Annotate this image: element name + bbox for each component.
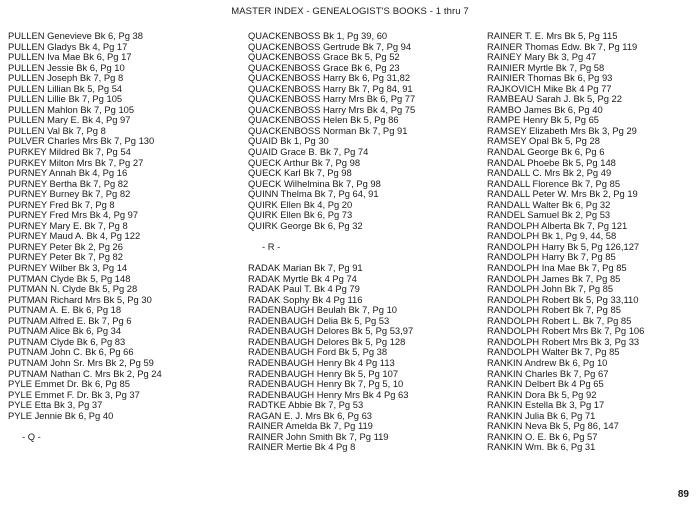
index-entry: QUINN Thelma Bk 7, Pg 64, 91 bbox=[248, 188, 379, 200]
index-entry: PULLEN Mahlon Bk 7, Pg 105 bbox=[8, 103, 135, 115]
index-entry: PURNEY Peter Bk 7, Pg 82 bbox=[8, 251, 123, 263]
index-entry: PURNEY Bertha Bk 7, Pg 82 bbox=[8, 177, 129, 189]
index-entry: QUACKENBOSS Harry Bk 7, Pg 84, 91 bbox=[248, 82, 413, 94]
index-entry: QUAID Grace B. Bk 7, Pg 74 bbox=[248, 146, 369, 158]
index-entry: RAINER Amelda Bk 7, Pg 119 bbox=[248, 420, 373, 432]
index-entry: PURNEY Mary E. Bk 7, Pg 8 bbox=[8, 219, 128, 231]
index-entry: RANDOLPH Robert Mrs Bk 7, Pg 106 bbox=[487, 325, 645, 337]
index-entry: PURKEY Milton Mrs Bk 7, Pg 27 bbox=[8, 156, 144, 168]
index-entry: PURNEY Annah Bk 4, Pg 16 bbox=[8, 167, 128, 179]
index-entry: RANDEL Samuel Bk 2, Pg 53 bbox=[487, 209, 611, 221]
index-entry: QUACKENBOSS Bk 1, Pg 39, 60 bbox=[248, 30, 388, 41]
index-entry: RADENBAUGH Henry Bk 7, Pg 5, 10 bbox=[248, 378, 404, 390]
index-entry: RANDOLPH Robert L. Bk 7, Pg 85 bbox=[487, 314, 632, 326]
index-entry: PUTNAM A. E. Bk 6, Pg 18 bbox=[8, 304, 122, 316]
index-entry: RADAK Myrtle Bk 4 Pg 74 bbox=[248, 272, 357, 284]
spacer bbox=[248, 231, 480, 242]
index-entry: RAINER T. E. Mrs Bk 5, Pg 115 bbox=[487, 30, 618, 41]
index-entry: QUACKENBOSS Gertrude Bk 7, Pg 94 bbox=[248, 40, 412, 52]
index-entry: RAMSEY Opal Bk 5, Pg 28 bbox=[487, 135, 600, 147]
index-entry: RAMSEY Elizabeth Mrs Bk 3, Pg 29 bbox=[487, 124, 637, 136]
section-marker-q: - Q - bbox=[22, 430, 41, 442]
index-entry: QUACKENBOSS Helen Bk 5, Pg 86 bbox=[248, 114, 399, 126]
index-entry: RADENBAUGH Henry Bk 4 Pg 113 bbox=[248, 356, 395, 368]
index-entry: RAMBO James Bk 6, Pg 40 bbox=[487, 103, 603, 115]
index-entry: QUACKENBOSS Grace Bk 5, Pg 52 bbox=[248, 51, 400, 63]
index-entry: QUIRK Ellen Bk 4, Pg 20 bbox=[248, 198, 353, 210]
index-entry: QUACKENBOSS Harry Bk 6, Pg 31,82 bbox=[248, 72, 411, 84]
index-entry: PYLE Emmet Dr. Bk 6, Pg 85 bbox=[8, 378, 130, 390]
index-entry: RANKIN O. E. Bk 6, Pg 57 bbox=[487, 430, 598, 442]
index-entry: RANDOLPH John Bk 7, Pg 85 bbox=[487, 283, 614, 295]
index-entry: RADENBAUGH Delores Bk 5, Pg 53,97 bbox=[248, 325, 414, 337]
index-entry: PUTNAM Alice Bk 6, Pg 34 bbox=[8, 325, 122, 337]
index-entry: PUTNAM Clyde Bk 6, Pg 83 bbox=[8, 335, 126, 347]
index-entry: RANKIN Dora Bk 5, Pg 92 bbox=[487, 388, 597, 400]
index-entry: PULVER Charles Mrs Bk 7, Pg 130 bbox=[8, 135, 155, 147]
index-entry: RANDOLPH James Bk 7, Pg 85 bbox=[487, 272, 621, 284]
index-entry: RAGAN E. J. Mrs Bk 6, Pg 63 bbox=[248, 409, 372, 421]
index-entry: RAMBEAU Sarah J. Bk 5, Pg 22 bbox=[487, 93, 622, 105]
index-entry: RANDOLPH Robert Bk 5, Pg 33,110 bbox=[487, 293, 639, 305]
index-entry: PURNEY Wilber Bk 3, Pg 14 bbox=[8, 262, 128, 274]
index-entry: RANDOLPH Harry Bk 5, Pg 126,127 bbox=[487, 240, 640, 252]
index-entry: RANDAL Phoebe Bk 5, Pg 148 bbox=[487, 156, 616, 168]
index-entry: RADAK Paul T. Bk 4 Pg 79 bbox=[248, 283, 360, 295]
index-entry: RANDALL C. Mrs Bk 2, Pg 49 bbox=[487, 167, 612, 179]
index-entry: PULLEN Mary E. Bk 4, Pg 97 bbox=[8, 114, 131, 126]
index-entry: RANDOLPH Robert Bk 7, Pg 85 bbox=[487, 304, 621, 316]
index-entry: QUAID Bk 1, Pg 30 bbox=[248, 135, 329, 147]
index-entry-list bbox=[487, 31, 697, 453]
index-entry: QUACKENBOSS Norman Bk 7, Pg 91 bbox=[248, 124, 408, 136]
index-entry: PUTMAN Clyde Bk 5, Pg 148 bbox=[8, 272, 131, 284]
index-entry: RANKIN Neva Bk 5, Pg 86, 147 bbox=[487, 420, 619, 432]
index-entry: RAJKOVICH Mike Bk 4 Pg 77 bbox=[487, 82, 612, 94]
index-entry: RANKIN Wm. Bk 6, Pg 31 bbox=[487, 441, 596, 453]
index-entry: QUACKENBOSS Harry Mrs Bk 4, Pg 75 bbox=[248, 103, 416, 115]
index-entry: QUACKENBOSS Harry Mrs Bk 6, Pg 77 bbox=[248, 93, 416, 105]
index-entry: PURNEY Maud A. Bk 4, Pg 122 bbox=[8, 230, 141, 242]
index-entry: RANDOLPH Alberta Bk 7, Pg 121 bbox=[487, 219, 628, 231]
index-entry: RANDOLPH Ina Mae Bk 7, Pg 85 bbox=[487, 262, 627, 274]
index-column-2 bbox=[248, 31, 480, 453]
index-entry: PUTMAN Richard Mrs Bk 5, Pg 30 bbox=[8, 293, 152, 305]
index-entry: PULLEN Joseph Bk 7, Pg 8 bbox=[8, 72, 124, 84]
index-entry: RANDOLPH Robert Mrs Bk 3, Pg 33 bbox=[487, 335, 640, 347]
index-entry: PYLE Etta Bk 3, Pg 37 bbox=[8, 399, 103, 411]
index-entry: RAINER John Smith Bk 7, Pg 119 bbox=[248, 430, 389, 442]
index-entry: RAINIER Myrtle Bk 7, Pg 58 bbox=[487, 61, 605, 73]
index-entry: RADENBAUGH Henry Bk 5, Pg 107 bbox=[248, 367, 399, 379]
index-entry: RANKIN Julia Bk 6, Pg 71 bbox=[487, 409, 596, 421]
index-entry: RAINER Thomas Edw. Bk 7, Pg 119 bbox=[487, 40, 638, 52]
index-entry: PUTNAM John C. Bk 6, Pg 66 bbox=[8, 346, 134, 358]
index-entry: PYLE Jennie Bk 6, Pg 40 bbox=[8, 409, 114, 421]
index-entry: RANDOLPH Harry Bk 7, Pg 85 bbox=[487, 251, 616, 263]
index-entry: PULLEN Lillie Bk 7, Pg 105 bbox=[8, 93, 123, 105]
page-title: MASTER INDEX - GENEALOGIST'S BOOKS - 1 thru 7 bbox=[231, 6, 469, 17]
index-entry: RANDALL Walter Bk 6, Pg 32 bbox=[487, 198, 611, 210]
index-entry-list bbox=[248, 263, 480, 453]
index-entry: PURNEY Peter Bk 2, Pg 26 bbox=[8, 240, 123, 252]
index-entry: PULLEN Gladys Bk 4, Pg 17 bbox=[8, 40, 128, 52]
index-entry: RADAK Marian Bk 7, Pg 91 bbox=[248, 262, 363, 274]
index-entry: RANDAL George Bk 6, Pg 6 bbox=[487, 146, 605, 158]
index-entry: PULLEN Iva Mae Bk 6, Pg 17 bbox=[8, 51, 132, 63]
index-entry: RADENBAUGH Delores Bk 5, Pg 128 bbox=[248, 335, 406, 347]
index-entry: PURNEY Fred Mrs Bk 4, Pg 97 bbox=[8, 209, 139, 221]
index-entry: RAINEY Mary Bk 3, Pg 47 bbox=[487, 51, 597, 63]
index-entry: RANDALL Peter W. Mrs Bk 2, Pg 19 bbox=[487, 188, 638, 200]
index-entry: RADTKE Abbie Bk 7, Pg 53 bbox=[248, 399, 364, 411]
index-entry: QUECK Wilhelmina Bk 7, Pg 98 bbox=[248, 177, 381, 189]
index-entry: RADAK Sophy Bk 4 Pg 116 bbox=[248, 293, 363, 305]
index-entry: RADENBAUGH Ford Bk 5, Pg 38 bbox=[248, 346, 388, 358]
index-entry: RANKIN Delbert Bk 4 Pg 65 bbox=[487, 378, 604, 390]
index-entry: PYLE Emmet F. Dr. Bk 3, Pg 37 bbox=[8, 388, 140, 400]
index-entry: PURKEY Mildred Bk 7, Pg 54 bbox=[8, 146, 131, 158]
index-entry: PUTNAM Nathan C. Mrs Bk 2, Pg 24 bbox=[8, 367, 162, 379]
index-entry: PURNEY Fred Bk 7, Pg 8 bbox=[8, 198, 115, 210]
index-entry: RAINIER Thomas Bk 6, Pg 93 bbox=[487, 72, 613, 84]
index-entry: RANDOLPH Walter Bk 7, Pg 85 bbox=[487, 346, 620, 358]
index-entry: QUIRK Ellen Bk 6, Pg 73 bbox=[248, 209, 353, 221]
index-entry: PULLEN Val Bk 7, Pg 8 bbox=[8, 124, 106, 136]
index-column-1 bbox=[8, 31, 240, 442]
index-entry: RANKIN Andrew Bk 6, Pg 10 bbox=[487, 356, 608, 368]
index-entry: PUTMAN N. Clyde Bk 5, Pg 28 bbox=[8, 283, 138, 295]
index-entry: PULLEN Jessie Bk 6, Pg 10 bbox=[8, 61, 125, 73]
index-entry: RANDALL Florence Bk 7, Pg 85 bbox=[487, 177, 621, 189]
index-entry: RAINER Mertie Bk 4 Pg 8 bbox=[248, 441, 356, 453]
index-entry: PUTNAM John Sr. Mrs Bk 2, Pg 59 bbox=[8, 356, 154, 368]
index-entry: RAMPE Henry Bk 5, Pg 65 bbox=[487, 114, 600, 126]
index-entry-list bbox=[248, 31, 480, 231]
spacer bbox=[8, 421, 240, 432]
index-entry: RANKIN Charles Bk 7, Pg 67 bbox=[487, 367, 609, 379]
index-entry: RADENBAUGH Henry Mrs Bk 4 Pg 63 bbox=[248, 388, 409, 400]
index-entry: RANDOLPH Bk 1, Pg 9, 44, 58 bbox=[487, 230, 617, 242]
index-entry: PULLEN Genevieve Bk 6, Pg 38 bbox=[8, 30, 143, 41]
index-entry: PURNEY Burney Bk 7, Pg 82 bbox=[8, 188, 131, 200]
index-entry: RANKIN Estella Bk 3, Pg 17 bbox=[487, 399, 605, 411]
index-entry: QUIRK George Bk 6, Pg 32 bbox=[248, 219, 363, 231]
index-entry: PUTNAM Alfred E. Bk 7, Pg 6 bbox=[8, 314, 132, 326]
index-entry: RADENBAUGH Delia Bk 5, Pg 53 bbox=[248, 314, 390, 326]
page-number: 89 bbox=[677, 489, 689, 500]
index-entry: QUECK Arthur Bk 7, Pg 98 bbox=[248, 156, 361, 168]
index-entry: QUACKENBOSS Grace Bk 6, Pg 23 bbox=[248, 61, 400, 73]
index-entry: PULLEN Lillian Bk 5, Pg 54 bbox=[8, 82, 123, 94]
index-entry: QUECK Karl Bk 7, Pg 98 bbox=[248, 167, 352, 179]
index-column-3 bbox=[487, 31, 697, 453]
section-marker-r: - R - bbox=[262, 240, 281, 252]
index-entry: RADENBAUGH Beulah Bk 7, Pg 10 bbox=[248, 304, 398, 316]
index-entry-list bbox=[8, 31, 240, 421]
